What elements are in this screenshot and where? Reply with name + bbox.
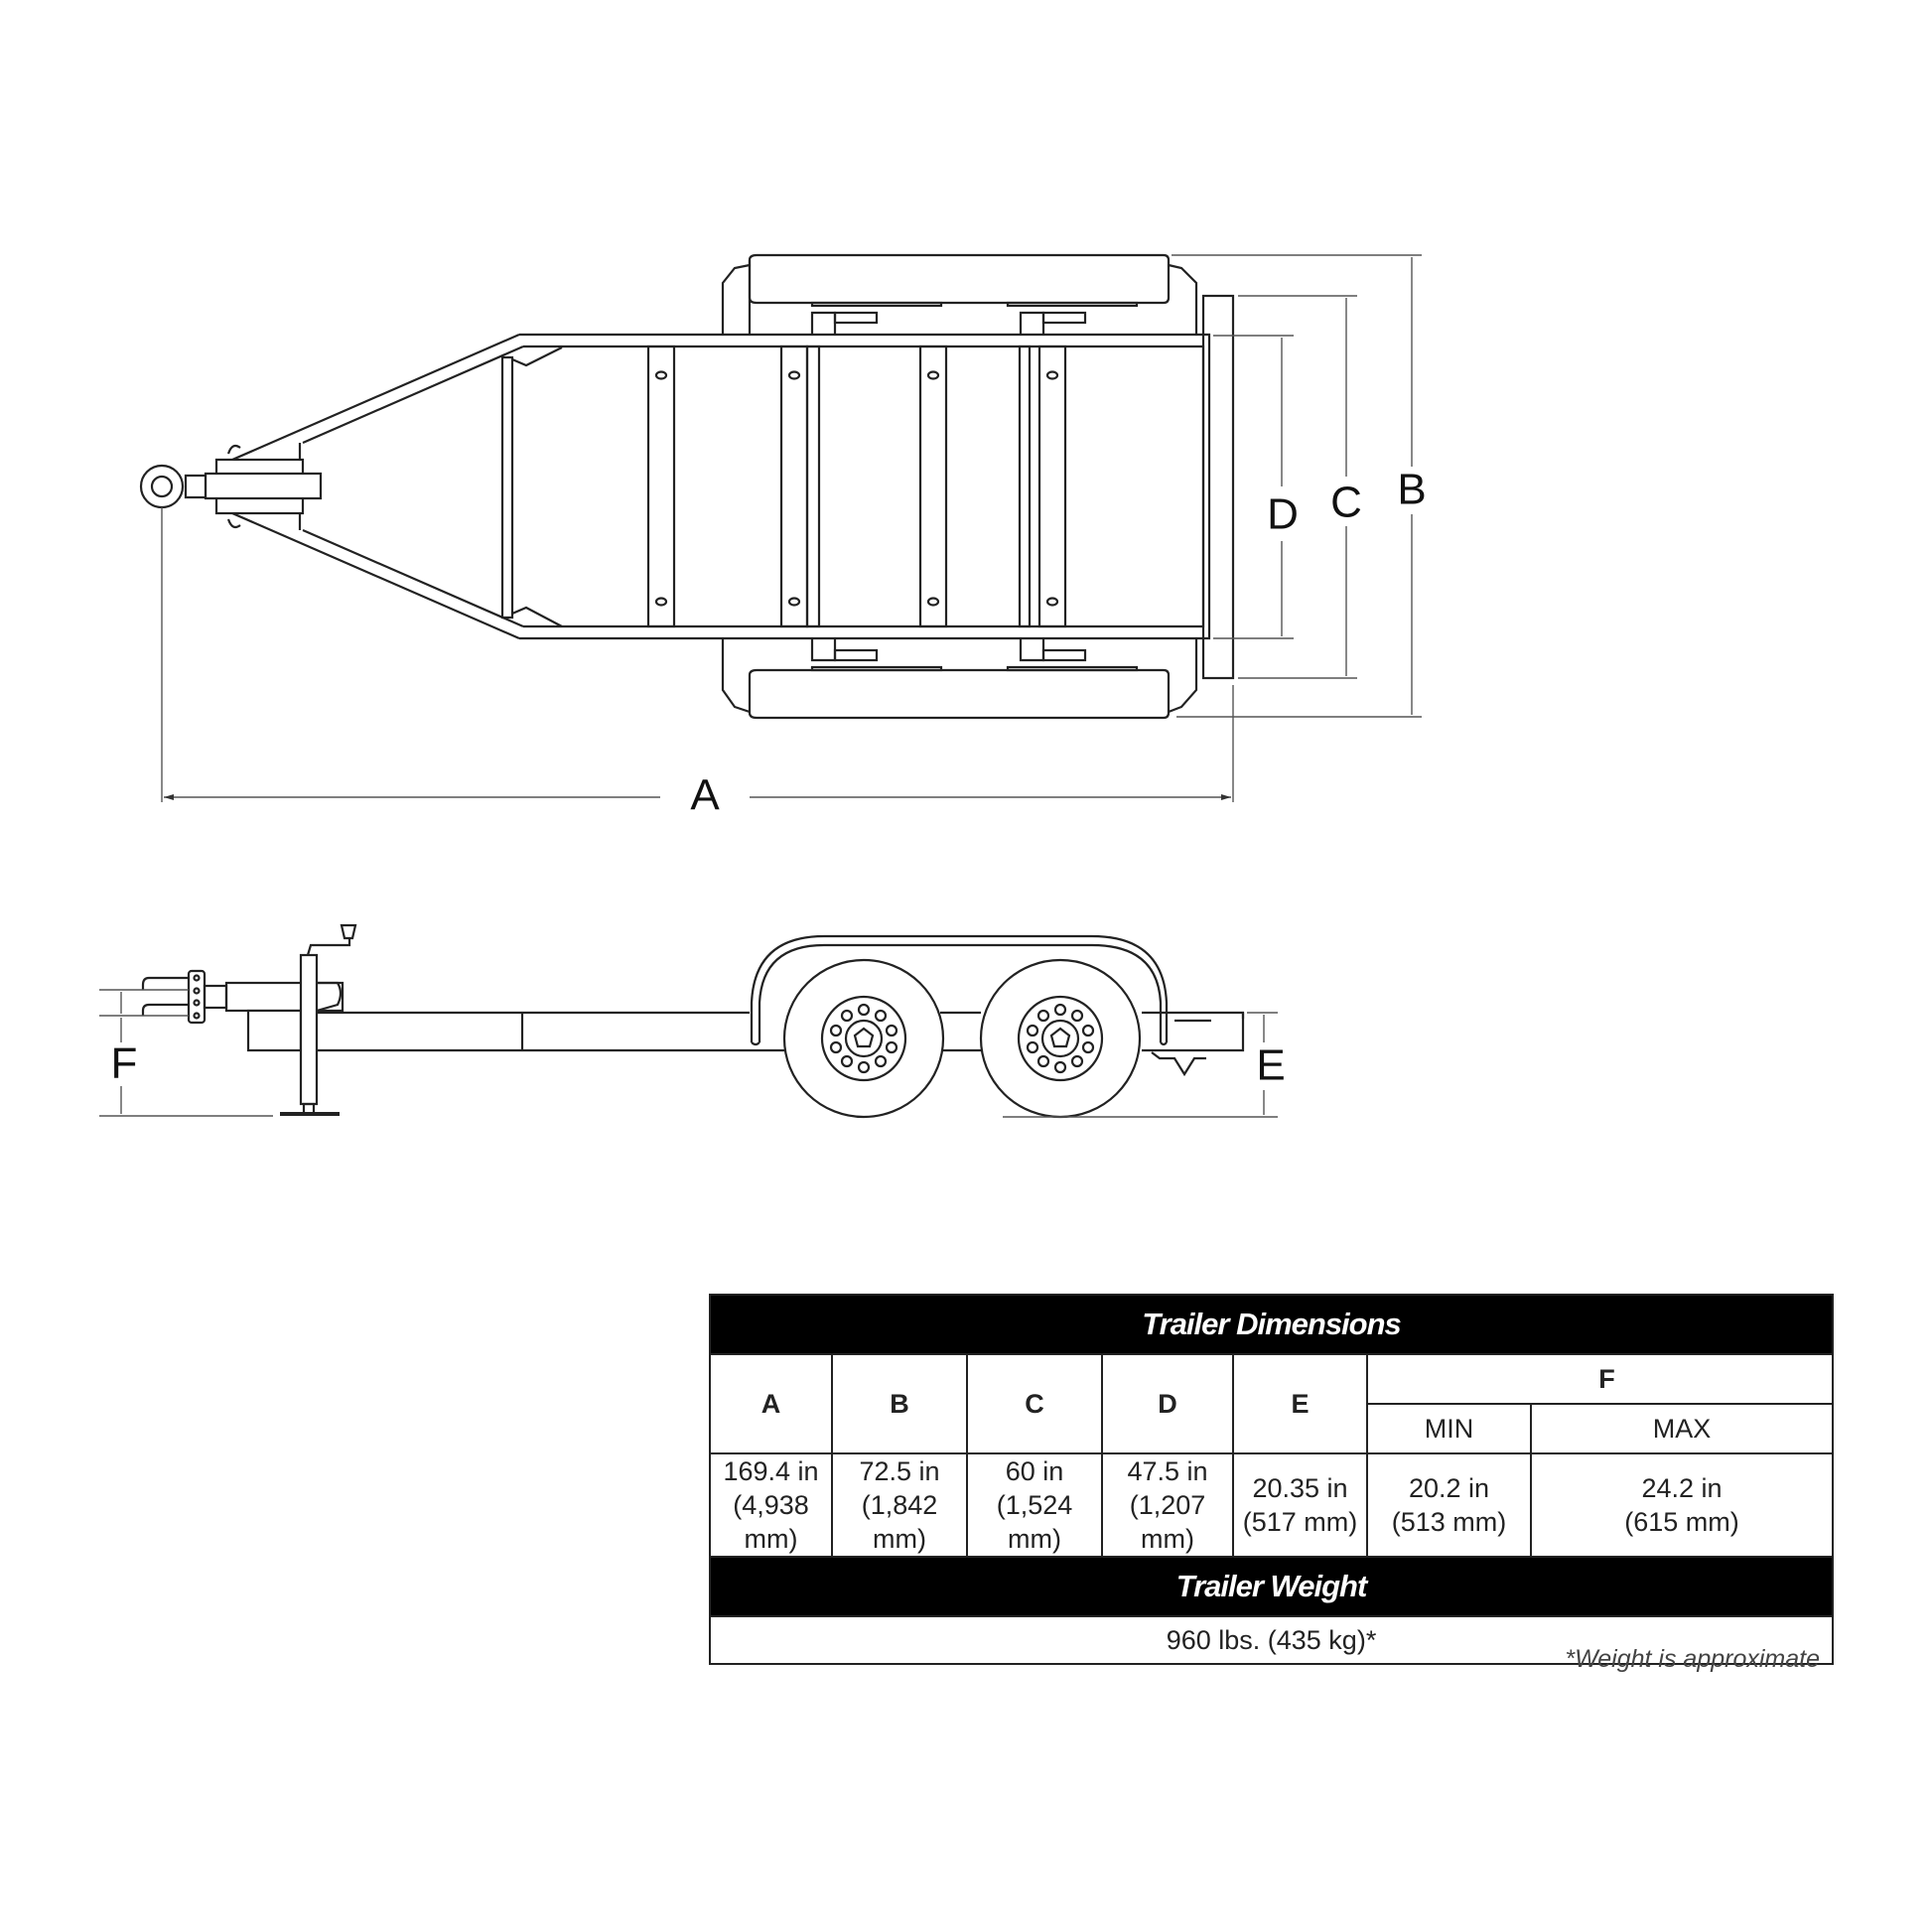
weight-footnote: *Weight is approximate <box>1565 1645 1820 1673</box>
value-d <box>1102 1453 1233 1557</box>
col-header-d: D <box>1102 1354 1233 1453</box>
weight-title: Trailer Weight <box>710 1557 1833 1616</box>
dim-label-a: A <box>690 770 720 820</box>
trailer-dimensions-table <box>709 1294 1834 1665</box>
value-b-in: 72.5 in <box>859 1456 940 1486</box>
value-a-in: 169.4 in <box>723 1456 819 1486</box>
dim-label-b: B <box>1397 465 1427 514</box>
dim-label-c: C <box>1330 478 1362 527</box>
col-header-e: E <box>1233 1354 1367 1453</box>
wheel-front <box>784 960 943 1117</box>
value-f-min-mm: (513 mm) <box>1391 1507 1507 1537</box>
value-f-max-in: 24.2 in <box>1641 1473 1723 1503</box>
value-a-mm: (4,938 mm) <box>733 1490 809 1554</box>
value-b-mm: (1,842 mm) <box>861 1490 938 1554</box>
table-title: Trailer Dimensions <box>710 1295 1833 1354</box>
value-f-max-mm: (615 mm) <box>1624 1507 1739 1537</box>
top-view <box>141 255 1427 820</box>
value-f-max <box>1531 1453 1833 1557</box>
value-f-min-in: 20.2 in <box>1408 1473 1490 1503</box>
tire-top <box>723 255 1196 335</box>
value-e-mm: (517 mm) <box>1242 1507 1358 1537</box>
value-f-min <box>1367 1453 1531 1557</box>
col-header-c: C <box>967 1354 1102 1453</box>
tire-bottom <box>723 638 1196 718</box>
col-subheader-f-min: MIN <box>1367 1404 1531 1453</box>
col-header-b: B <box>832 1354 967 1453</box>
value-c-mm: (1,524 mm) <box>996 1490 1073 1554</box>
col-header-a: A <box>710 1354 832 1453</box>
dim-label-d: D <box>1267 489 1299 539</box>
value-e <box>1233 1453 1367 1557</box>
col-header-f <box>1367 1354 1833 1404</box>
value-d-mm: (1,207 mm) <box>1129 1490 1206 1554</box>
dim-label-e: E <box>1256 1040 1286 1090</box>
coupler <box>141 446 321 527</box>
wheel-rear <box>981 960 1140 1117</box>
value-d-in: 47.5 in <box>1127 1456 1208 1486</box>
col-subheader-f-max: MAX <box>1531 1404 1833 1453</box>
value-e-in: 20.35 in <box>1252 1473 1348 1503</box>
value-c <box>967 1453 1102 1557</box>
dim-label-f: F <box>110 1038 138 1088</box>
col-header-f-label: F <box>1598 1363 1615 1394</box>
value-a <box>710 1453 832 1557</box>
side-view <box>99 925 1286 1117</box>
weight-value: 960 lbs. (435 kg)* <box>710 1616 1833 1664</box>
value-b <box>832 1453 967 1557</box>
frame <box>216 296 1233 678</box>
value-c-in: 60 in <box>1005 1456 1064 1486</box>
